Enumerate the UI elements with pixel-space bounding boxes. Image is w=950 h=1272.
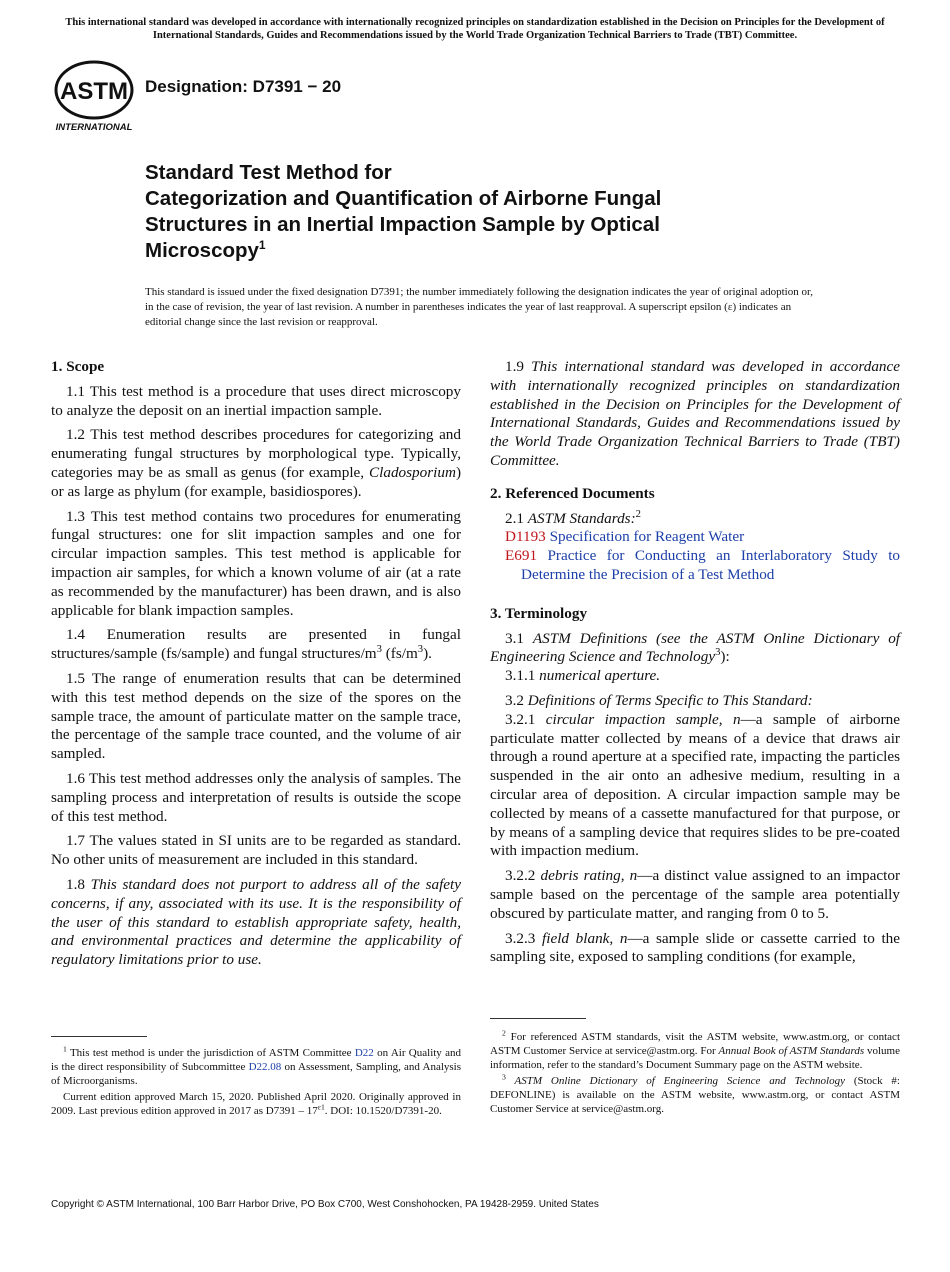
reference-code[interactable]: D1193 bbox=[505, 528, 546, 546]
copyright-line: Copyright © ASTM International, 100 Barr Harbor Drive, PO Box C700, West Conshohocken, PA 19428-2959. United States bbox=[51, 1199, 599, 1210]
text: This test method is under the jurisdiction of ASTM Committee bbox=[66, 1047, 355, 1059]
term: debris rating, n bbox=[540, 867, 638, 885]
footnote-rule bbox=[51, 1036, 147, 1037]
section-heading: 3. Terminology bbox=[490, 604, 588, 622]
paragraph bbox=[490, 692, 900, 711]
footnote-rule bbox=[490, 1018, 586, 1019]
footnote-marker: 2 bbox=[502, 1028, 506, 1038]
italic-text: This international standard was developed in accordance with internationally recognized principles on standardization established in the Decision on Principles for the Development of International Standards, Guides and Recommendations issued by the World Trade Organization Technical Barriers to Trade (TBT) Committee. bbox=[490, 358, 901, 469]
paragraph bbox=[51, 626, 461, 664]
superscript: ε1 bbox=[317, 1102, 325, 1112]
footnote bbox=[51, 1046, 461, 1088]
paragraph: 1.1 This test method is a procedure that uses direct microscopy to analyze the deposit on an inertial impaction sample. bbox=[51, 382, 461, 419]
footnotes-left bbox=[51, 1046, 461, 1120]
title-line-text: Microscopy bbox=[145, 239, 259, 262]
reference-code[interactable]: E691 bbox=[505, 547, 538, 565]
footnotes-right bbox=[490, 1030, 900, 1118]
title-line: Categorization and Quantification of Airborne Fungal bbox=[145, 187, 662, 210]
designation: Designation: D7391 − 20 bbox=[145, 77, 342, 96]
footnote-marker: 1 bbox=[63, 1044, 67, 1054]
text: —a distinct value assigned to an impactor sample based on the percentage of the sample area potentially obscured by particulate matter, and ranging from 0 to 5. bbox=[490, 867, 901, 922]
text: —a sample slide or cassette carried to the sampling site, exposed to sampling conditions (for example, bbox=[490, 929, 900, 966]
text: 3.2 bbox=[505, 691, 528, 709]
genus-name: Cladosporium bbox=[369, 463, 456, 481]
title-line bbox=[145, 238, 785, 264]
paragraph bbox=[490, 358, 900, 471]
section-heading: 2. Referenced Documents bbox=[490, 484, 655, 502]
superscript: 3 bbox=[376, 644, 382, 656]
italic-text: This standard does not purport to address all of the safety concerns, if any, associated with its use. It is the responsibility of the user of this standard to establish appropriate safety, health, and environmental practices and determine the applicability of regulatory limitations prior to use. bbox=[51, 875, 462, 969]
text: ) or as large as phylum (for example, basidiospores). bbox=[51, 463, 461, 500]
text: volume information, refer to the standard’s Document Summary page on the ASTM website. bbox=[490, 1045, 900, 1071]
italic-text: Definitions of Terms Specific to This Standard: bbox=[527, 691, 813, 709]
text: 3.2.1 bbox=[505, 710, 546, 728]
text: For referenced ASTM standards, visit the ASTM website, www.astm.org, or contact ASTM Customer Service at service@astm.org. For bbox=[490, 1031, 900, 1057]
text: on Air Quality and is the direct responsibility of Subcommittee bbox=[51, 1047, 461, 1073]
text: ): bbox=[720, 648, 730, 666]
paragraph: 1.3 This test method contains two procedures for enumerating fungal structures: one for slit impaction samples and one for circular impaction samples. This test method is applicable for impaction air samples, for which a known volume of air (at a rate as recommended by the manufacturer) has been drawn, and is also applicable for blank impaction samples. bbox=[51, 507, 461, 619]
astm-logo bbox=[52, 58, 136, 134]
term: field blank, n bbox=[542, 929, 628, 947]
text: . DOI: 10.1520/D7391-20. bbox=[324, 1105, 442, 1117]
reference-item[interactable] bbox=[490, 528, 900, 547]
footnote bbox=[51, 1090, 461, 1118]
paragraph: 1.6 This test method addresses only the analysis of samples. The sampling process and interpretation of results is outside the scope of this test method. bbox=[51, 769, 461, 825]
text: ). bbox=[423, 645, 432, 663]
reference-title[interactable]: Specification for Reagent Water bbox=[549, 528, 745, 546]
italic-text: ASTM Standards: bbox=[527, 509, 636, 527]
document-title bbox=[145, 160, 785, 264]
header-note: This international standard was developed in accordance with internationally recognized principles on standardization established in the Decision on Principles for the Development of International Standards, Guides and Recommendations issued by the World Trade Organization Technical Barriers to Trade (TBT) Committee. bbox=[65, 17, 885, 41]
text: (fs/m bbox=[381, 645, 418, 663]
logo-text: ASTM bbox=[60, 78, 128, 105]
reference-item[interactable] bbox=[490, 547, 900, 585]
text: 3.2.3 bbox=[505, 929, 543, 947]
paragraph bbox=[490, 930, 900, 968]
paragraph bbox=[51, 426, 461, 501]
footnote-marker[interactable]: 1 bbox=[258, 238, 266, 253]
italic-text: ASTM Online Dictionary of Engineering Science and Technology bbox=[505, 1075, 845, 1087]
text: 3.1.1 bbox=[505, 667, 540, 685]
text: 1.4 Enumeration results are presented in fungal structures/sample (fs/sample) and fungal structures/m bbox=[51, 626, 461, 663]
text: on Assessment, Sampling, and Analysis of Microorganisms. bbox=[51, 1061, 461, 1087]
committee-link[interactable]: D22 bbox=[354, 1047, 374, 1059]
superscript: 3 bbox=[417, 644, 424, 656]
paragraph bbox=[51, 876, 461, 970]
text: 1.9 bbox=[505, 358, 532, 375]
paragraph: 1.5 The range of enumeration results that can be determined with this test method depends on the size of the spores on the sample trace, the amount of particulate matter on the sample trace, the percentage of the sample trace counted, and the volume of air sampled. bbox=[51, 669, 461, 763]
footnote-marker[interactable]: 3 bbox=[715, 647, 721, 659]
text: Current edition approved March 15, 2020. Published April 2020. Originally approved in 2009. Last previous edition approved in 2017 as D7391 – 17 bbox=[51, 1091, 461, 1117]
text: 3.1 bbox=[505, 629, 533, 647]
subcommittee-link[interactable]: D22.08 bbox=[248, 1061, 282, 1073]
left-column bbox=[51, 358, 461, 976]
text: 1.2 This test method describes procedures for categorizing and enumerating fungal structures by morphological type. Typically, categories may be as small as genus (for example, bbox=[51, 426, 461, 481]
paragraph: 1.7 The values stated in SI units are to be regarded as standard. No other units of measurement are included in this standard. bbox=[51, 832, 461, 869]
title-line: Standard Test Method for bbox=[145, 161, 392, 184]
reference-title[interactable]: Practice for Conducting an Interlaboratory Study to Determine the Precision of a Test Method bbox=[521, 547, 901, 583]
text: 3.2.2 bbox=[505, 867, 541, 885]
section-heading: 1. Scope bbox=[51, 358, 105, 375]
italic-text: ASTM Definitions (see the ASTM Online Dictionary of Engineering Science and Technology bbox=[490, 629, 901, 666]
footnote bbox=[490, 1030, 900, 1072]
paragraph bbox=[490, 630, 900, 668]
paragraph bbox=[490, 711, 900, 861]
italic-text: numerical aperture. bbox=[539, 667, 661, 685]
paragraph bbox=[490, 867, 900, 923]
paragraph bbox=[490, 667, 900, 686]
text: —a sample of airborne particulate matter collected by means of a device that draws air through a round aperture at a specified rate, impacting the particles suspended in the air onto an adhesive medium, resulting in a circular area of deposition. A circular impaction sample may be collected by means of a cassette manufactured for that purpose, or by means of a sampling device that requires slides to be pre-coated with impaction medium. bbox=[490, 710, 900, 860]
text: 2.1 bbox=[505, 509, 528, 527]
italic-text: Annual Book of ASTM Standards bbox=[718, 1045, 865, 1057]
term: circular impaction sample, n bbox=[545, 710, 741, 728]
text: (Stock #: DEFONLINE) is available on the ASTM website, www.astm.org, or contact ASTM Customer Service at service@astm.org. bbox=[490, 1075, 900, 1115]
paragraph bbox=[490, 510, 900, 529]
footnote-marker: 3 bbox=[502, 1072, 506, 1082]
right-column bbox=[490, 358, 900, 973]
title-line: Structures in an Inertial Impaction Sample by Optical bbox=[145, 213, 660, 236]
footnote bbox=[490, 1074, 900, 1116]
footnote-marker[interactable]: 2 bbox=[635, 508, 641, 520]
logo-subtext: INTERNATIONAL bbox=[55, 122, 133, 133]
text: 1.8 bbox=[66, 875, 91, 893]
issued-note: This standard is issued under the fixed designation D7391; the number immediately following the designation indicates the year of original adoption or, in the case of revision, the year of last revision. A number in parentheses indicates the year of last reapproval. A superscript epsilon (ε) indicates an editorial change since the last revision or reapproval. bbox=[145, 286, 813, 328]
